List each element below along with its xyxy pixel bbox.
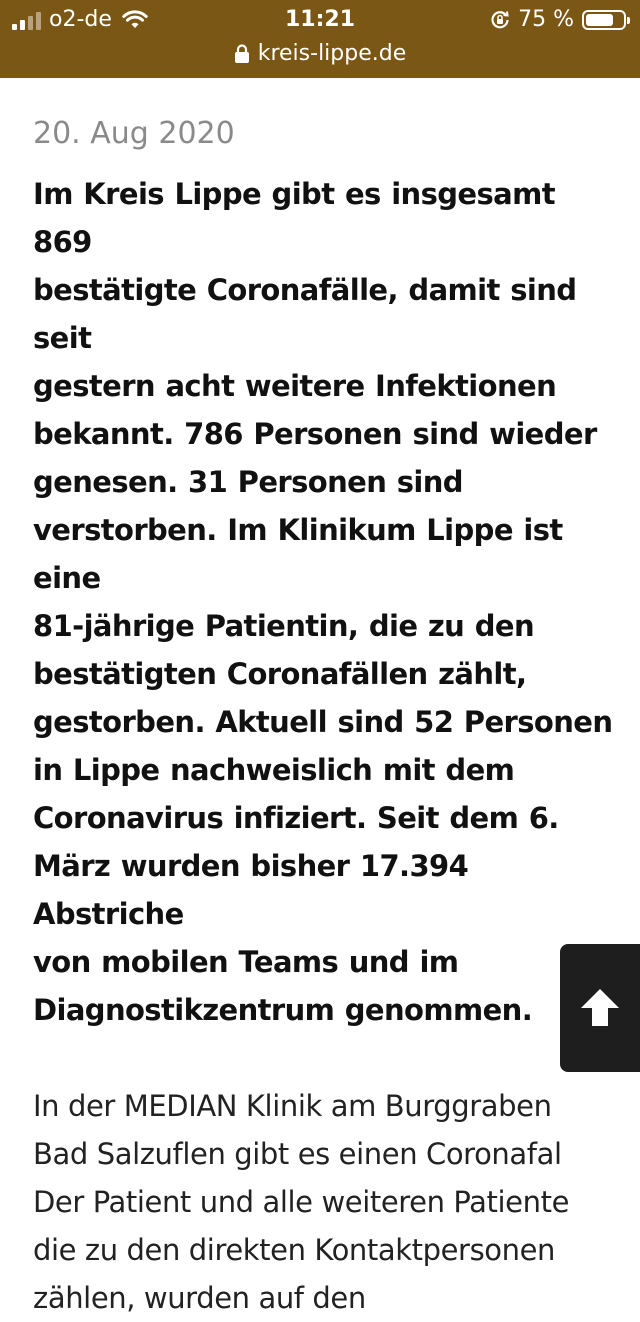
article (33, 110, 623, 1322)
lock-icon (234, 44, 250, 64)
article-paragraph (33, 1082, 623, 1322)
lead-line: bestätigte Coronafälle, damit sind seit (33, 273, 577, 355)
address-bar[interactable] (0, 40, 640, 68)
battery-percentage: 75 % (518, 7, 574, 32)
lead-line: genesen. 31 Personen sind (33, 465, 463, 499)
status-bar (0, 0, 640, 78)
paragraph-line: Der Patient und alle weiteren Patiente (33, 1185, 570, 1219)
lead-line: bekannt. 786 Personen sind wieder (33, 417, 597, 451)
lead-line: Coronavirus infiziert. Seit dem 6. (33, 801, 559, 835)
paragraph-line: Bad Salzuflen gibt es einen Coronafal (33, 1137, 562, 1171)
article-date: 20. Aug 2020 (33, 116, 235, 151)
lead-line: Diagnostikzentrum genommen. (33, 993, 533, 1027)
battery-icon (582, 10, 626, 30)
paragraph-line: die zu den direkten Kontaktpersonen (33, 1233, 556, 1267)
paragraph-line: zählen, wurden auf den (33, 1281, 366, 1315)
article-lead (33, 170, 623, 1034)
lead-line: bestätigten Coronafällen zählt, (33, 657, 527, 691)
lead-line: verstorben. Im Klinikum Lippe ist eine (33, 513, 563, 595)
lead-line: Im Kreis Lippe gibt es insgesamt 869 (33, 177, 555, 259)
lead-line: in Lippe nachweislich mit dem (33, 753, 515, 787)
url-text: kreis-lippe.de (257, 41, 407, 66)
clock: 11:21 (284, 7, 356, 32)
arrow-up-icon (578, 986, 622, 1030)
battery-fill (586, 14, 613, 26)
lead-line: von mobilen Teams und im (33, 945, 459, 979)
rotation-lock-icon (490, 10, 510, 30)
paragraph-line: In der MEDIAN Klinik am Burggraben (33, 1089, 552, 1123)
scroll-to-top-button[interactable] (560, 944, 640, 1072)
lead-line: März wurden bisher 17.394 Abstriche (33, 849, 469, 931)
lead-line: gestorben. Aktuell sind 52 Personen (33, 705, 613, 739)
lead-line: 81-jährige Patientin, die zu den (33, 609, 534, 643)
lead-line: gestern acht weitere Infektionen (33, 369, 557, 403)
carrier-name: o2-de (49, 7, 112, 32)
status-bar-right (490, 7, 626, 33)
